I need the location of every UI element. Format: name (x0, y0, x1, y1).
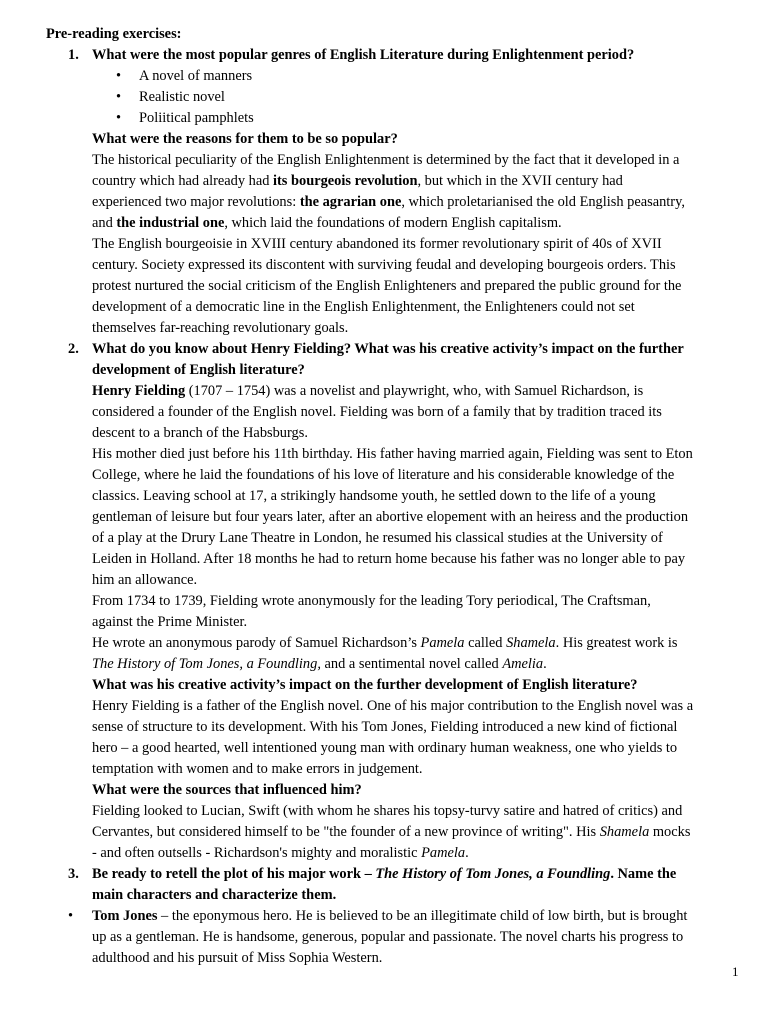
paragraph-line: descent to a branch of the Habsburgs. (92, 425, 308, 441)
paragraph-line: - and often outsells - Richardson's mighty and moralistic Pamela. (92, 845, 469, 861)
paragraph-line: College, where he laid the foundations of his love of literature and his considerable knowledge of the (92, 467, 675, 483)
paragraph-line: considered a founder of the English novel. Fielding was born of a family that by tradition traced its (92, 404, 662, 420)
paragraph-line: century. Society expressed its discontent with surviving feudal and developing bourgeois orders. This (92, 257, 676, 273)
paragraph-line: gentleman of leisure but four years later, after an abortive elopement with an heiress and the production (92, 509, 689, 525)
section-heading: Pre-reading exercises: (46, 26, 182, 42)
question-number: 3. (68, 866, 79, 882)
paragraph-line: Henry Fielding is a father of the English novel. One of his major contribution to the English novel was a (92, 698, 694, 714)
paragraph-line: The historical peculiarity of the English Enlightenment is determined by the fact that it developed in a (92, 152, 680, 168)
paragraph-line: protest nurtured the social criticism of the English Enlighteners and prepared the public ground for the (92, 278, 682, 294)
paragraph-line: temptation with women and to make errors in judgement. (92, 761, 423, 777)
paragraph-line: him an allowance. (92, 572, 198, 588)
paragraph-line: sense of structure to its development. With his Tom Jones, Fielding introduced a new kind of fictional (92, 719, 678, 735)
question-text: What do you know about Henry Fielding? What was his creative activity’s impact on the further (92, 341, 684, 357)
bullet-icon: • (116, 110, 122, 126)
question-number: 2. (68, 341, 79, 357)
paragraph-line: themselves far-reaching revolutionary goals. (92, 320, 349, 336)
paragraph-line: country which had already had its bourgeois revolution, but which in the XVII century had (92, 173, 623, 189)
paragraph-line: experienced two major revolutions: the agrarian one, which proletarianised the old English peasantry, (92, 194, 685, 210)
list-item: Realistic novel (139, 89, 225, 105)
page-number: 1 (732, 964, 739, 979)
paragraph-line: He wrote an anonymous parody of Samuel Richardson’s Pamela called Shamela. His greatest work is (92, 635, 678, 651)
list-item: Poliitical pamphlets (139, 110, 254, 126)
paragraph-line: Fielding looked to Lucian, Swift (with whom he shares his topsy-turvy satire and hatred of critics) and (92, 803, 683, 819)
question-text: development of English literature? (92, 362, 305, 378)
paragraph-line: Tom Jones – the eponymous hero. He is believed to be an illegitimate child of low birth, but is brought (92, 908, 688, 924)
paragraph-line: hero – a good hearted, well intentioned young man with ordinary human weakness, one who yields to (92, 740, 678, 756)
paragraph-line: Henry Fielding (1707 – 1754) was a novelist and playwright, who, with Samuel Richardson, is (92, 383, 644, 399)
sub-question: What were the reasons for them to be so popular? (92, 131, 398, 147)
paragraph-line: adulthood and his pursuit of Miss Sophia Western. (92, 950, 383, 966)
sub-question: What was his creative activity’s impact on the further development of English literature? (92, 677, 638, 693)
paragraph-line: From 1734 to 1739, Fielding wrote anonymously for the leading Tory periodical, The Craftsman, (92, 593, 651, 609)
sub-question: What were the sources that influenced him? (92, 782, 362, 798)
paragraph-line: The English bourgeoisie in XVIII century abandoned its former revolutionary spirit of 40s of XVII (92, 236, 662, 252)
paragraph-line: of a play at the Drury Lane Theatre in London, he resumed his classical studies at the University of (92, 530, 663, 546)
paragraph-line: and the industrial one, which laid the foundations of modern English capitalism. (92, 215, 562, 231)
bullet-icon: • (116, 68, 122, 84)
question-text: main characters and characterize them. (92, 887, 337, 903)
paragraph-line: His mother died just before his 11th birthday. His father having married again, Fielding was sent to Eton (92, 446, 693, 462)
bullet-icon: • (116, 89, 122, 105)
paragraph-line: Cervantes, but considered himself to be "the founder of a new province of writing". His Shamela mocks (92, 824, 691, 840)
paragraph-line: development of a democratic line in the English Enlightenment, the Enlighteners could not set (92, 299, 635, 315)
question-number: 1. (68, 47, 79, 63)
question-text: What were the most popular genres of English Literature during Enlightenment period? (92, 47, 635, 63)
paragraph-line: classics. Leaving school at 17, a strikingly handsome youth, he settled down to the life of a young (92, 488, 656, 504)
question-text: Be ready to retell the plot of his major work – The History of Tom Jones, a Foundling. Name the (92, 866, 677, 882)
paragraph-line: Leiden in Holland. After 18 months he had to return home because his father was no longer able to pay (92, 551, 686, 567)
paragraph-line: up as a gentleman. He is handsome, generous, popular and passionate. The novel charts his progress to (92, 929, 684, 945)
bullet-icon: • (68, 908, 74, 924)
paragraph-line: The History of Tom Jones, a Foundling, and a sentimental novel called Amelia. (92, 656, 547, 672)
paragraph-line: against the Prime Minister. (92, 614, 248, 630)
list-item: A novel of manners (139, 68, 253, 84)
